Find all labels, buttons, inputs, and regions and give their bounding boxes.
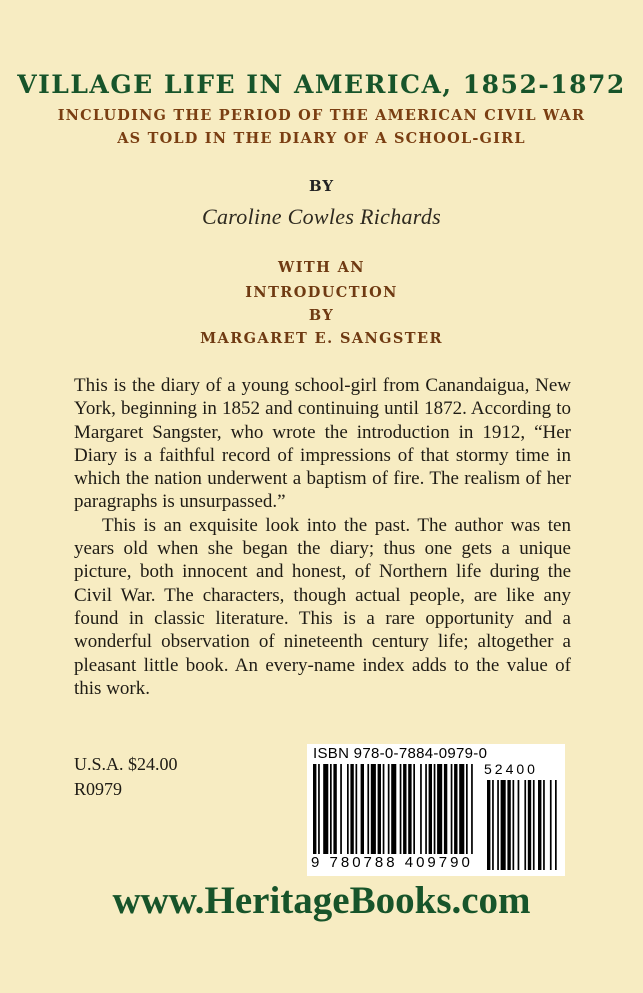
subtitle-line-2: AS TOLD IN THE DIARY OF A SCHOOL-GIRL (117, 130, 526, 147)
barcode-price-code: 52400 (484, 761, 538, 777)
price-block (74, 752, 178, 802)
description-paragraph-1: This is the diary of a young school-girl from Canandaigua, New York, beginning in 1852 and continuing until 1872. According to Margaret Sangster, who wrote the introduction in 1912, “Her Diary is a faithful record of impressions of that stormy time in which the nation underwent a baptism of fire. The realism of her paragraphs is unsurpassed.” (74, 375, 571, 513)
intro-line-1: WITH AN (278, 259, 365, 276)
author-name: Caroline Cowles Richards (201, 204, 442, 229)
description-paragraph-2: This is an exquisite look into the past. The author was ten years old when she began the diary; thus one gets a unique picture, both innocent and honest, of Northern life during the Civil War. The characters, though actual people, are like any found in classic literature. This is a rare opportunity and a wonderful observation of nineteenth century life; altogether a pleasant little book. An every-name index adds to the value of this work. (74, 514, 571, 699)
price-label: U.S.A. $24.00 (74, 754, 178, 774)
publisher-url: www.HeritageBooks.com (112, 879, 531, 922)
intro-line-4: MARGARET E. SANGSTER (200, 330, 443, 347)
book-description (74, 374, 571, 700)
intro-line-2: INTRODUCTION (245, 284, 398, 301)
by-label: BY (308, 177, 335, 195)
barcode-digits: 9 780788 409790 (311, 854, 473, 871)
isbn-barcode (307, 744, 565, 876)
product-code: R0979 (74, 779, 123, 799)
subtitle-line-1: INCLUDING THE PERIOD OF THE AMERICAN CIVIL WAR (57, 107, 586, 124)
isbn-label: ISBN 978-0-7884-0979-0 (313, 745, 488, 762)
intro-line-3: BY (308, 307, 335, 324)
book-title: VILLAGE LIFE IN AMERICA, 1852-1872 (17, 70, 626, 99)
